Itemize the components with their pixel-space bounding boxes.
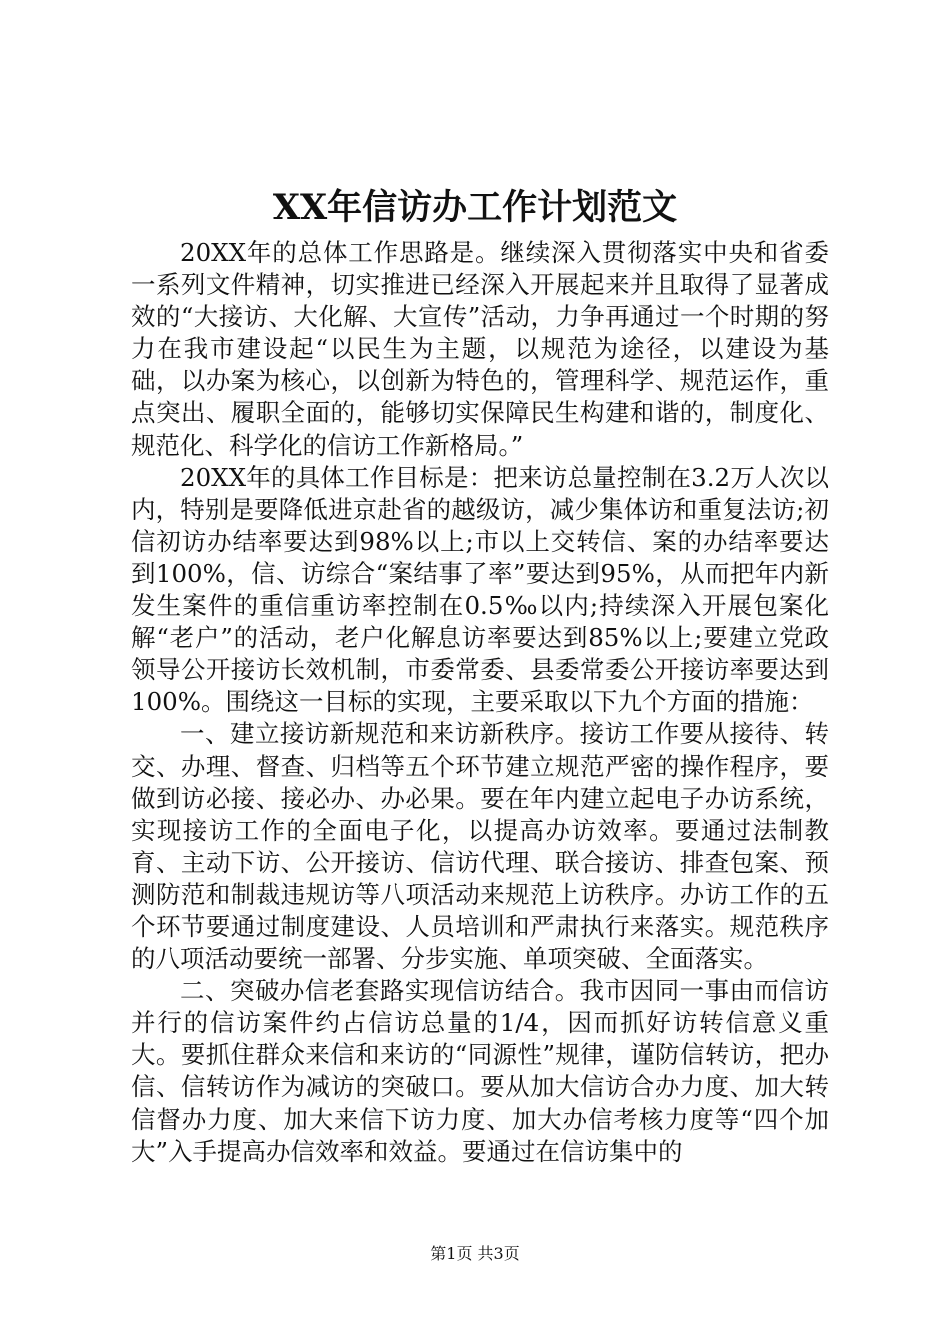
page-footer: 第1页 共3页	[430, 1244, 520, 1263]
paragraph: 20XX年的具体工作目标是：把来访总量控制在3.2万人次以内，特别是要降低进京赴省的越级访，减少集体访和重复法访;初信初访办结率要达到98%以上;市以上交转信、案的办结率要达到100%，信、访综合“案结事了率”要达到95%，从而把年内新发生案件的重信重访率控制在0.5‰以内;持续深入开展包案化解“老户”的活动，老户化解息访率要达到85%以上;要建立党政领导公开接访长效机制，市委常委、县委常委公开接访率要达到100%。围绕这一目标的实现，主要采取以下九个方面的措施：	[131, 462, 829, 717]
paragraph: 20XX年的总体工作思路是。继续深入贯彻落实中央和省委一系列文件精神，切实推进已经深入开展起来并且取得了显著成效的“大接访、大化解、大宣传”活动，力争再通过一个时期的努力在我市建设起“以民生为主题，以规范为途径，以建设为基础，以办案为核心，以创新为特色的，管理科学、规范运作，重点突出、履职全面的，能够切实保障民生构建和谐的，制度化、规范化、科学化的信访工作新格局。”	[131, 238, 829, 460]
document-body	[131, 237, 829, 1168]
paragraph: 一、建立接访新规范和来访新秩序。接访工作要从接待、转交、办理、督查、归档等五个环节建立规范严密的操作程序，要做到访必接、接必办、办必果。要在年内建立起电子办访系统，实现接访工作的全面电子化，以提高办访效率。要通过法制教育、主动下访、公开接访、信访代理、联合接访、排查包案、预测防范和制裁违规访等八项活动来规范上访秩序。办访工作的五个环节要通过制度建设、人员培训和严肃执行来落实。规范秩序的八项活动要统一部署、分步实施、单项突破、全面落实。	[131, 719, 829, 974]
document-title: XX年信访办工作计划范文	[272, 187, 678, 228]
paragraph: 二、突破办信老套路实现信访结合。我市因同一事由而信访并行的信访案件约占信访总量的1/4，因而抓好访转信意义重大。要抓住群众来信和来访的“同源性”规律，谨防信转访，把办信、信转访作为减访的突破口。要从加大信访合办力度、加大转信督办力度、加大来信下访力度、加大办信考核力度等“四个加大”入手提高办信效率和效益。要通过在信访集中的	[131, 976, 829, 1166]
